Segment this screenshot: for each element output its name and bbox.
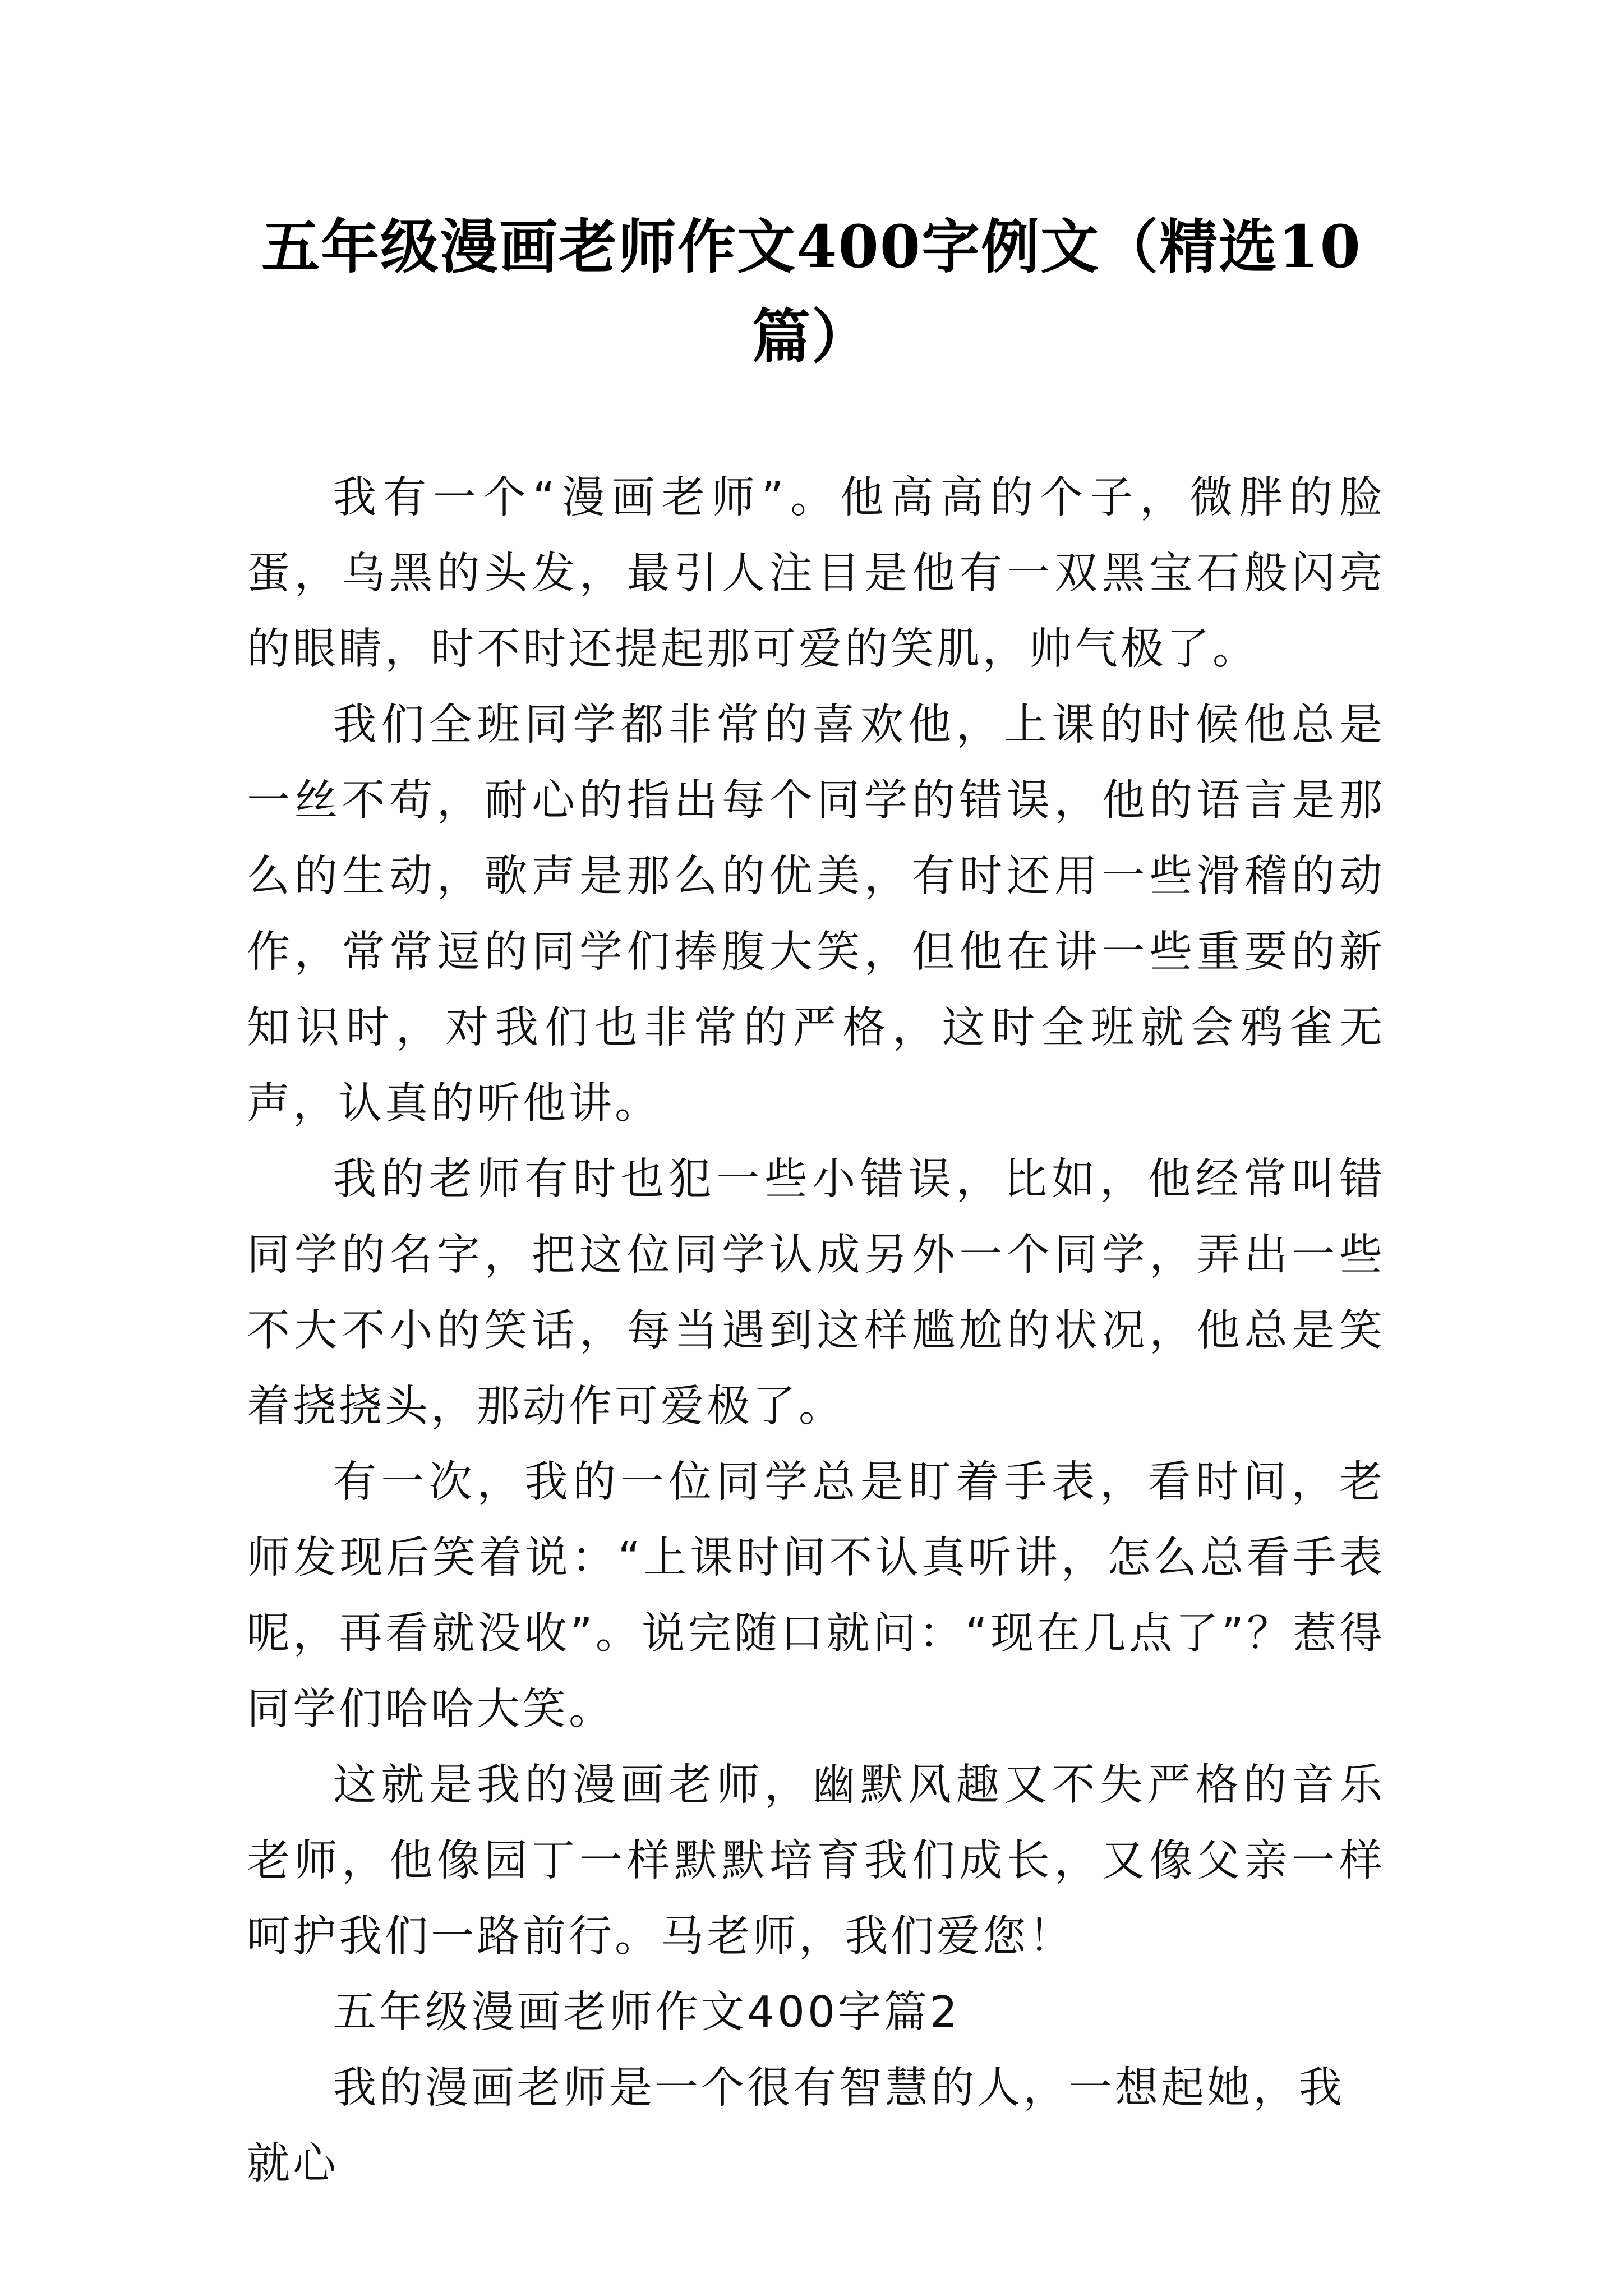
paragraph-6: 我的漫画老师是一个很有智慧的人，一想起她，我就心 <box>247 2063 1345 2189</box>
document-title: 五年级漫画老师作文400字例文（精选10篇） <box>261 212 1362 371</box>
paragraph-2: 我们全班同学都非常的喜欢他，上课的时候他总是一丝不苟，耐心的指出每个同学的错误，他的语言是那么的生动，歌声是那么的优美，有时还用一些滑稽的动作，常常逗的同学们捧腹大笑，但他在讲一些重要的新知识时，对我们也非常的严格，这时全班就会鸦雀无声，认真的听他讲。 <box>247 700 1385 1129</box>
paragraph-1: 我有一个“漫画老师”。他高高的个子，微胖的脸蛋，乌黑的头发，最引人注目是他有一双黑宝石般闪亮的眼睛，时不时还提起那可爱的笑肌，帅气极了。 <box>247 473 1385 674</box>
paragraph-4: 有一次，我的一位同学总是盯着手表，看时间，老师发现后笑着说：“上课时间不认真听讲，怎么总看手表呢，再看就没收”。说完随口就问：“现在几点了”？惹得同学们哈哈大笑。 <box>247 1457 1385 1734</box>
document-body <box>247 460 1385 2202</box>
paragraph-3: 我的老师有时也犯一些小错误，比如，他经常叫错同学的名字，把这位同学认成另外一个同学，弄出一些不大不小的笑话，每当遇到这样尴尬的状况，他总是笑着挠挠头，那动作可爱极了。 <box>247 1154 1385 1432</box>
paragraph-5: 这就是我的漫画老师，幽默风趣又不失严格的音乐老师，他像园丁一样默默培育我们成长，又像父亲一样呵护我们一路前行。马老师，我们爱您！ <box>247 1760 1385 1962</box>
section-heading-2: 五年级漫画老师作文400字篇2 <box>333 1987 960 2037</box>
